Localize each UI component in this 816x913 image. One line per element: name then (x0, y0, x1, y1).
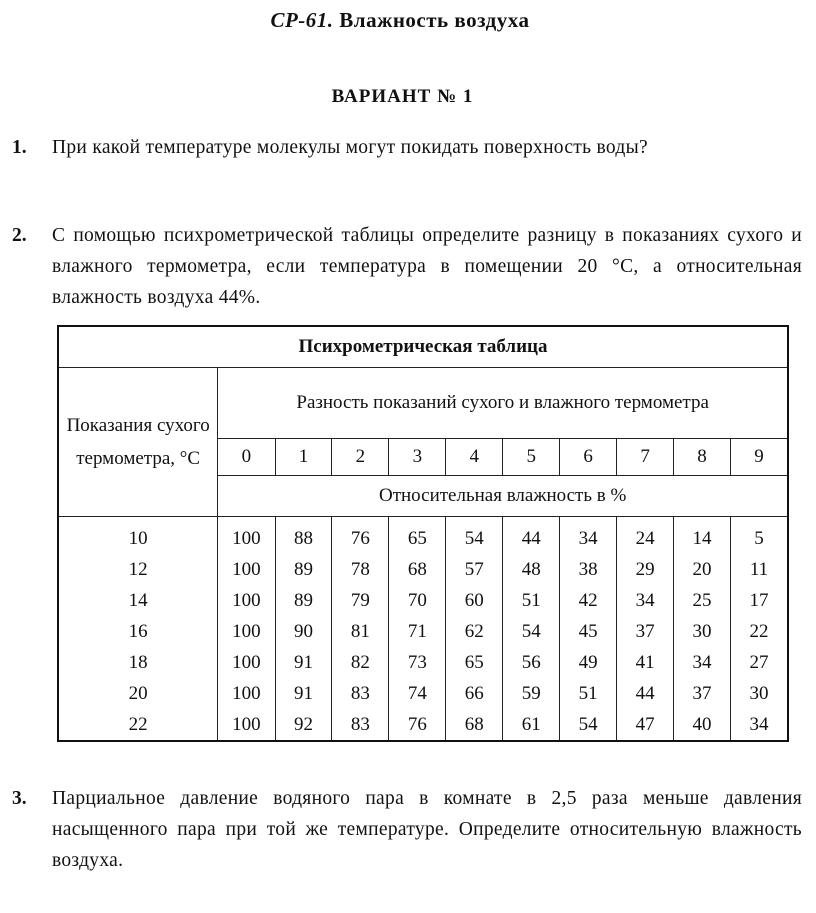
humidity-value: 34 (749, 714, 769, 735)
humidity-value: 30 (692, 621, 712, 642)
humidity-value: 20 (692, 559, 712, 580)
humidity-value: 51 (578, 683, 598, 704)
difference-value: 0 (218, 439, 275, 476)
humidity-column (503, 517, 560, 742)
difference-value: 8 (674, 439, 731, 476)
task-1 (12, 132, 802, 163)
task-number: 2. (12, 225, 27, 246)
difference-value: 1 (275, 439, 332, 476)
humidity-header: Относительная влажность в % (218, 476, 788, 517)
psychrometric-table (57, 325, 789, 742)
temperature-value: 18 (128, 652, 148, 673)
humidity-column (332, 517, 389, 742)
humidity-value: 91 (293, 652, 313, 673)
humidity-value: 79 (350, 590, 370, 611)
temperature-value: 10 (128, 528, 148, 549)
humidity-value: 56 (521, 652, 541, 673)
humidity-value: 61 (521, 714, 541, 735)
humidity-value: 68 (407, 559, 427, 580)
humidity-value: 100 (232, 559, 261, 580)
humidity-value: 5 (754, 528, 764, 549)
variant-heading: ВАРИАНТ № 1 (331, 86, 474, 107)
humidity-value: 17 (749, 590, 769, 611)
humidity-value: 100 (232, 683, 261, 704)
humidity-value: 22 (749, 621, 769, 642)
humidity-value: 66 (464, 683, 484, 704)
humidity-value: 71 (407, 621, 427, 642)
humidity-value: 74 (407, 683, 427, 704)
humidity-value: 57 (464, 559, 484, 580)
task-text: Парциальное давление водяного пара в комнате в 2,5 раза меньше давления насыщенного пара при той же температуре. Определите относительную влажность воздуха. (52, 788, 802, 871)
page-title (0, 8, 800, 33)
humidity-value: 100 (232, 621, 261, 642)
humidity-value: 65 (407, 528, 427, 549)
humidity-value: 24 (635, 528, 655, 549)
humidity-value: 78 (350, 559, 370, 580)
humidity-value: 34 (578, 528, 598, 549)
humidity-value: 90 (293, 621, 313, 642)
difference-value: 2 (332, 439, 389, 476)
humidity-value: 30 (749, 683, 769, 704)
temperature-value: 12 (128, 559, 148, 580)
humidity-value: 59 (521, 683, 541, 704)
humidity-value: 89 (293, 590, 313, 611)
task-number: 3. (12, 788, 27, 809)
humidity-data-row (58, 517, 788, 742)
temperature-value: 20 (128, 683, 148, 704)
humidity-value: 73 (407, 652, 427, 673)
humidity-value: 100 (232, 590, 261, 611)
difference-value: 5 (503, 439, 560, 476)
humidity-column (218, 517, 275, 742)
difference-value: 9 (731, 439, 789, 476)
humidity-value: 83 (350, 683, 370, 704)
humidity-value: 34 (692, 652, 712, 673)
humidity-value: 60 (464, 590, 484, 611)
humidity-value: 100 (232, 714, 261, 735)
humidity-value: 47 (635, 714, 655, 735)
humidity-value: 37 (692, 683, 712, 704)
humidity-value: 76 (407, 714, 427, 735)
temperature-column (58, 517, 218, 742)
humidity-value: 65 (464, 652, 484, 673)
humidity-value: 88 (293, 528, 313, 549)
humidity-value: 34 (635, 590, 655, 611)
humidity-value: 44 (635, 683, 655, 704)
humidity-value: 81 (350, 621, 370, 642)
humidity-value: 68 (464, 714, 484, 735)
humidity-value: 70 (407, 590, 427, 611)
humidity-value: 38 (578, 559, 598, 580)
humidity-value: 100 (232, 652, 261, 673)
humidity-value: 91 (293, 683, 313, 704)
humidity-value: 62 (464, 621, 484, 642)
humidity-column (617, 517, 674, 742)
humidity-value: 41 (635, 652, 655, 673)
humidity-value: 44 (521, 528, 541, 549)
humidity-value: 82 (350, 652, 370, 673)
humidity-column (446, 517, 503, 742)
difference-value: 6 (560, 439, 617, 476)
title-code: СР-61. (270, 8, 334, 32)
humidity-column (560, 517, 617, 742)
humidity-value: 25 (692, 590, 712, 611)
humidity-value: 14 (692, 528, 712, 549)
task-text: При какой температуре молекулы могут покидать поверхность воды? (52, 137, 648, 158)
task-2 (12, 220, 802, 313)
task-number: 1. (12, 137, 27, 158)
humidity-value: 49 (578, 652, 598, 673)
humidity-column (389, 517, 446, 742)
humidity-value: 54 (521, 621, 541, 642)
temperature-value: 22 (128, 714, 148, 735)
task-text: С помощью психрометрической таблицы определите разницу в показаниях сухого и влажного термометра, если температура в помещении 20 °С, а относительная влажность воздуха 44%. (52, 225, 802, 308)
humidity-value: 54 (578, 714, 598, 735)
humidity-value: 51 (521, 590, 541, 611)
humidity-value: 40 (692, 714, 712, 735)
humidity-value: 54 (464, 528, 484, 549)
difference-header: Разность показаний сухого и влажного термометра (218, 368, 788, 439)
difference-value: 3 (389, 439, 446, 476)
humidity-value: 11 (749, 559, 769, 580)
humidity-value: 89 (293, 559, 313, 580)
humidity-column (275, 517, 332, 742)
humidity-value: 83 (350, 714, 370, 735)
humidity-column (731, 517, 789, 742)
title-text: Влажность воздуха (339, 8, 530, 32)
dry-thermometer-header: Показания сухого термометра, °С (58, 368, 218, 517)
humidity-value: 100 (232, 528, 261, 549)
difference-value: 7 (617, 439, 674, 476)
humidity-value: 29 (635, 559, 655, 580)
temperature-value: 14 (128, 590, 148, 611)
humidity-value: 42 (578, 590, 598, 611)
humidity-value: 37 (635, 621, 655, 642)
difference-value: 4 (446, 439, 503, 476)
task-3 (12, 783, 802, 876)
humidity-value: 48 (521, 559, 541, 580)
table-caption: Психрометрическая таблица (58, 326, 788, 368)
humidity-column (674, 517, 731, 742)
humidity-value: 92 (293, 714, 313, 735)
humidity-value: 76 (350, 528, 370, 549)
humidity-value: 45 (578, 621, 598, 642)
humidity-value: 27 (749, 652, 769, 673)
temperature-value: 16 (128, 621, 148, 642)
